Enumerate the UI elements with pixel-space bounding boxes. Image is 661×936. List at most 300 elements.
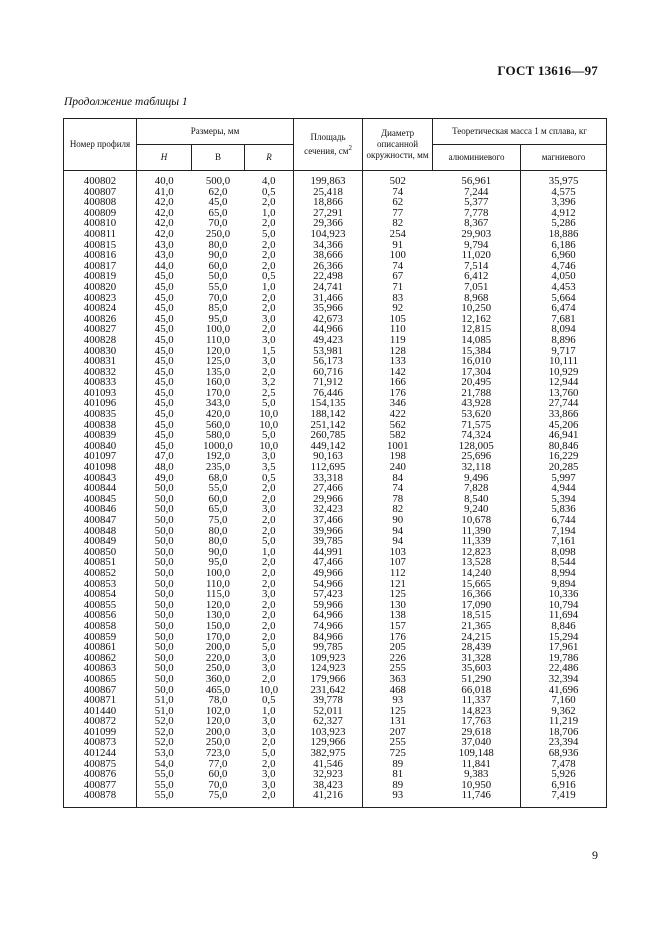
cell-h: 45,0 (137, 293, 192, 304)
cell-mass-magnesium: 35,975 (521, 171, 607, 187)
cell-diameter: 74 (363, 187, 433, 198)
cell-h: 50,0 (137, 494, 192, 505)
cell-area: 37,466 (294, 515, 363, 526)
cell-b: 75,0 (208, 514, 228, 526)
cell-h: 50,0 (137, 589, 192, 600)
cell-b: 50,0 (208, 270, 228, 283)
cell-profile-no: 400850 (64, 547, 137, 558)
cell-diameter: 363 (363, 674, 433, 685)
cell-r: 0,5 (245, 695, 294, 706)
cell-mass-magnesium: 19,786 (521, 653, 607, 664)
cell-b: 125,0 (205, 355, 231, 368)
cell-profile-no: 400840 (64, 441, 137, 452)
cell-diameter: 346 (363, 398, 433, 409)
cell-mass-aluminium: 5,377 (433, 197, 521, 208)
cell-profile-no: 400873 (64, 737, 137, 748)
cell-h: 50,0 (137, 483, 192, 494)
cell-diameter: 128 (363, 346, 433, 357)
cell-mass-aluminium: 35,603 (433, 663, 521, 674)
cell-diameter: 107 (363, 557, 433, 568)
cell-area: 38,423 (294, 780, 363, 791)
table-row (64, 515, 607, 526)
cell-mass-magnesium: 6,474 (521, 303, 607, 314)
cell-h: 45,0 (137, 441, 192, 452)
cell-mass-aluminium: 53,620 (433, 409, 521, 420)
cell-h: 54,0 (137, 759, 192, 770)
cell-h: 50,0 (137, 610, 192, 621)
cell-diameter: 92 (363, 303, 433, 314)
cell-h: 40,0 (137, 171, 192, 187)
cell-b: 220,0 (205, 651, 231, 664)
cell-b: 100,0 (205, 323, 231, 336)
cell-b: 115,0 (206, 588, 230, 601)
cell-mass-magnesium: 8,896 (521, 335, 607, 346)
cell-r: 2,0 (245, 250, 294, 261)
cell-diameter: 89 (363, 759, 433, 770)
cell-area: 44,991 (294, 547, 363, 558)
cell-area: 32,423 (294, 504, 363, 515)
cell-profile-no: 400871 (64, 695, 137, 706)
cell-mass-magnesium: 8,544 (521, 557, 607, 568)
cell-mass-magnesium: 17,961 (521, 642, 607, 653)
cell-area: 32,923 (294, 769, 363, 780)
cell-profile-no: 400833 (64, 377, 137, 388)
cell-h: 45,0 (137, 303, 192, 314)
cell-mass-magnesium: 7,478 (521, 759, 607, 770)
cell-b: 110,0 (206, 577, 230, 590)
table-row (64, 282, 607, 293)
cell-mass-aluminium: 17,304 (433, 367, 521, 378)
cell-h: 52,0 (137, 727, 192, 738)
cell-h: 42,0 (137, 208, 192, 219)
cell-area: 188,142 (294, 409, 363, 420)
cell-mass-magnesium: 11,219 (521, 716, 607, 727)
cell-profile-no: 401097 (64, 451, 137, 462)
cell-diameter: 112 (363, 568, 433, 579)
cell-profile-no: 400845 (64, 494, 137, 505)
profiles-table (63, 118, 607, 808)
cell-h: 45,0 (137, 430, 192, 441)
cell-mass-aluminium: 128,005 (433, 441, 521, 452)
cell-mass-aluminium: 7,828 (433, 483, 521, 494)
cell-b: 160,0 (205, 376, 231, 389)
col-header-b: B (192, 145, 245, 171)
cell-profile-no: 400876 (64, 769, 137, 780)
cell-area: 31,466 (294, 293, 363, 304)
cell-mass-magnesium: 10,111 (521, 356, 607, 367)
cell-b: 95,0 (208, 556, 228, 569)
cell-r: 1,0 (245, 208, 294, 219)
cell-profile-no: 400854 (64, 589, 137, 600)
cell-mass-aluminium: 7,244 (433, 187, 521, 198)
cell-profile-no: 401244 (64, 748, 137, 759)
cell-diameter: 94 (363, 526, 433, 537)
cell-b: 60,0 (208, 492, 228, 505)
cell-r: 2,0 (245, 621, 294, 632)
cell-r: 3,0 (245, 589, 294, 600)
cell-mass-magnesium: 8,094 (521, 324, 607, 335)
cell-mass-aluminium: 20,495 (433, 377, 521, 388)
cell-h: 55,0 (137, 780, 192, 791)
cell-b: 343,0 (205, 397, 231, 410)
cell-h: 49,0 (137, 473, 192, 484)
cell-profile-no: 400817 (64, 261, 137, 272)
cell-h: 45,0 (137, 324, 192, 335)
cell-mass-aluminium: 43,928 (433, 398, 521, 409)
cell-area: 99,785 (294, 642, 363, 653)
cell-diameter: 582 (363, 430, 433, 441)
cell-r: 3,0 (245, 314, 294, 325)
cell-area: 449,142 (294, 441, 363, 452)
cell-diameter: 82 (363, 504, 433, 515)
cell-diameter: 93 (363, 695, 433, 706)
cell-h: 45,0 (137, 388, 192, 399)
cell-r: 3,0 (245, 653, 294, 664)
cell-area: 382,975 (294, 748, 363, 759)
cell-r: 3,0 (245, 451, 294, 462)
cell-diameter: 142 (363, 367, 433, 378)
cell-diameter: 133 (363, 356, 433, 367)
cell-r: 2,0 (245, 632, 294, 643)
cell-r: 3,0 (245, 727, 294, 738)
cell-b: 723,0 (205, 747, 231, 760)
cell-profile-no: 400809 (64, 208, 137, 219)
cell-mass-magnesium: 6,744 (521, 515, 607, 526)
cell-mass-aluminium: 16,010 (433, 356, 521, 367)
cell-mass-aluminium: 29,903 (433, 229, 521, 240)
cell-r: 3,5 (245, 462, 294, 473)
cell-h: 45,0 (137, 409, 192, 420)
cell-b: 110,0 (206, 333, 230, 346)
cell-r: 2,0 (245, 600, 294, 611)
cell-r: 2,0 (245, 261, 294, 272)
cell-diameter: 67 (363, 271, 433, 282)
cell-diameter: 81 (363, 769, 433, 780)
cell-mass-magnesium: 18,886 (521, 229, 607, 240)
cell-mass-aluminium: 21,365 (433, 621, 521, 632)
cell-mass-aluminium: 17,090 (433, 600, 521, 611)
cell-h: 50,0 (137, 515, 192, 526)
cell-diameter: 254 (363, 229, 433, 240)
cell-mass-aluminium: 24,215 (433, 632, 521, 643)
cell-profile-no: 400827 (64, 324, 137, 335)
cell-diameter: 103 (363, 547, 433, 558)
cell-h: 51,0 (137, 706, 192, 717)
cell-diameter: 100 (363, 250, 433, 261)
cell-b: 135,0 (205, 365, 231, 378)
cell-profile-no: 400852 (64, 568, 137, 579)
cell-profile-no: 401096 (64, 398, 137, 409)
cell-mass-magnesium: 10,336 (521, 589, 607, 600)
cell-diameter: 74 (363, 483, 433, 494)
cell-diameter: 119 (363, 335, 433, 346)
cell-profile-no: 400819 (64, 271, 137, 282)
cell-mass-magnesium: 4,944 (521, 483, 607, 494)
cell-mass-magnesium: 9,894 (521, 579, 607, 590)
cell-area: 29,366 (294, 218, 363, 229)
cell-mass-aluminium: 12,823 (433, 547, 521, 558)
cell-profile-no: 400863 (64, 663, 137, 674)
cell-diameter: 176 (363, 632, 433, 643)
cell-r: 3,0 (245, 335, 294, 346)
table-row (64, 790, 607, 807)
cell-mass-aluminium: 11,841 (433, 759, 521, 770)
cell-area: 25,418 (294, 187, 363, 198)
cell-b: 78,0 (208, 694, 228, 707)
cell-mass-aluminium: 9,383 (433, 769, 521, 780)
cell-b: 580,0 (205, 429, 231, 442)
cell-diameter: 121 (363, 579, 433, 590)
cell-h: 47,0 (137, 451, 192, 462)
cell-b: 80,0 (208, 524, 228, 537)
cell-h: 50,0 (137, 536, 192, 547)
cell-mass-magnesium: 9,717 (521, 346, 607, 357)
cell-h: 45,0 (137, 367, 192, 378)
cell-mass-magnesium: 4,575 (521, 187, 607, 198)
cell-profile-no: 400872 (64, 716, 137, 727)
cell-b: 200,0 (205, 725, 231, 738)
cell-area: 76,446 (294, 388, 363, 399)
cell-r: 1,0 (245, 547, 294, 558)
cell-diameter: 725 (363, 748, 433, 759)
cell-mass-aluminium: 14,240 (433, 568, 521, 579)
cell-mass-magnesium: 11,694 (521, 610, 607, 621)
cell-diameter: 130 (363, 600, 433, 611)
cell-diameter: 82 (363, 218, 433, 229)
cell-area: 59,966 (294, 600, 363, 611)
cell-r: 2,0 (245, 218, 294, 229)
cell-h: 55,0 (137, 769, 192, 780)
cell-mass-magnesium: 23,394 (521, 737, 607, 748)
cell-diameter: 89 (363, 780, 433, 791)
cell-b: 70,0 (208, 291, 228, 304)
cell-r: 1,0 (245, 282, 294, 293)
cell-r: 10,0 (245, 409, 294, 420)
cell-mass-magnesium: 8,994 (521, 568, 607, 579)
cell-diameter: 240 (363, 462, 433, 473)
cell-b: 60,0 (208, 259, 228, 272)
cell-b: 120,0 (205, 344, 231, 357)
cell-diameter: 91 (363, 240, 433, 251)
cell-b: 250,0 (205, 736, 231, 749)
cell-diameter: 562 (363, 420, 433, 431)
cell-b: 77,0 (208, 757, 228, 770)
cell-profile-no: 400877 (64, 780, 137, 791)
cell-b: 75,0 (192, 790, 245, 807)
cell-mass-magnesium: 80,846 (521, 441, 607, 452)
cell-mass-aluminium: 12,815 (433, 324, 521, 335)
cell-profile-no: 400838 (64, 420, 137, 431)
cell-b: 62,0 (208, 185, 228, 198)
cell-h: 52,0 (137, 716, 192, 727)
cell-mass-magnesium: 33,866 (521, 409, 607, 420)
cell-diameter: 198 (363, 451, 433, 462)
cell-diameter: 78 (363, 494, 433, 505)
cell-profile-no: 400839 (64, 430, 137, 441)
cell-profile-no: 400847 (64, 515, 137, 526)
cell-area: 38,666 (294, 250, 363, 261)
cell-profile-no: 400828 (64, 335, 137, 346)
cell-mass-magnesium: 5,286 (521, 218, 607, 229)
cell-diameter: 226 (363, 653, 433, 664)
cell-profile-no: 400823 (64, 293, 137, 304)
cell-mass-aluminium: 13,528 (433, 557, 521, 568)
cell-area: 34,366 (294, 240, 363, 251)
cell-mass-aluminium: 7,514 (433, 261, 521, 272)
cell-area: 39,778 (294, 695, 363, 706)
cell-b: 90,0 (208, 249, 228, 262)
cell-diameter: 157 (363, 621, 433, 632)
cell-profile-no: 400832 (64, 367, 137, 378)
cell-h: 50,0 (137, 653, 192, 664)
cell-mass-aluminium: 29,618 (433, 727, 521, 738)
cell-profile-no: 400859 (64, 632, 137, 643)
cell-r: 10,0 (245, 685, 294, 696)
cell-mass-aluminium: 9,240 (433, 504, 521, 515)
cell-r: 1,0 (245, 706, 294, 717)
cell-mass-aluminium: 15,384 (433, 346, 521, 357)
cell-area: 27,466 (294, 483, 363, 494)
cell-r: 3,0 (245, 716, 294, 727)
cell-mass-magnesium: 6,916 (521, 780, 607, 791)
cell-r: 5,0 (245, 398, 294, 409)
cell-diameter: 84 (363, 473, 433, 484)
cell-mass-magnesium: 5,394 (521, 494, 607, 505)
cell-area: 49,966 (294, 568, 363, 579)
cell-mass-magnesium: 3,396 (521, 197, 607, 208)
cell-mass-aluminium: 10,678 (433, 515, 521, 526)
cell-profile-no: 400867 (64, 685, 137, 696)
cell-mass-magnesium: 8,098 (521, 547, 607, 558)
cell-mass-magnesium: 32,394 (521, 674, 607, 685)
cell-h: 42,0 (137, 229, 192, 240)
cell-diameter: 105 (363, 314, 433, 325)
cell-diameter: 468 (363, 685, 433, 696)
cell-r: 5,0 (245, 642, 294, 653)
cell-r: 3,0 (245, 780, 294, 791)
cell-mass-magnesium: 6,186 (521, 240, 607, 251)
cell-b: 55,0 (208, 280, 228, 293)
cell-mass-aluminium: 6,412 (433, 271, 521, 282)
cell-b: 560,0 (205, 418, 231, 431)
cell-r: 2,5 (245, 388, 294, 399)
cell-b: 85,0 (208, 302, 228, 315)
cell-mass-aluminium: 16,366 (433, 589, 521, 600)
cell-profile-no: 400844 (64, 483, 137, 494)
cell-area: 154,135 (294, 398, 363, 409)
cell-area: 29,966 (294, 494, 363, 505)
cell-area: 71,912 (294, 377, 363, 388)
cell-r: 2,0 (245, 557, 294, 568)
cell-b: 235,0 (205, 461, 231, 474)
cell-area: 39,966 (294, 526, 363, 537)
col-header-diameter: Диаметр описанной окружности, мм (363, 119, 433, 171)
cell-r: 2,0 (245, 790, 294, 807)
area-label: Площадь сечения, см (304, 132, 349, 156)
cell-r: 2,0 (245, 579, 294, 590)
table-row (64, 335, 607, 346)
cell-r: 2,0 (245, 367, 294, 378)
table-body (64, 171, 607, 808)
cell-profile-no: 400851 (64, 557, 137, 568)
cell-b: 120,0 (205, 598, 231, 611)
cell-b: 250,0 (205, 227, 231, 240)
cell-mass-magnesium: 20,285 (521, 462, 607, 473)
cell-profile-no: 400849 (64, 536, 137, 547)
cell-h: 42,0 (137, 197, 192, 208)
cell-area: 129,966 (294, 737, 363, 748)
cell-mass-aluminium: 17,763 (433, 716, 521, 727)
cell-b: 70,0 (208, 217, 228, 230)
cell-area: 251,142 (294, 420, 363, 431)
cell-profile-no: 400824 (64, 303, 137, 314)
cell-h: 50,0 (137, 526, 192, 537)
cell-h: 43,0 (137, 240, 192, 251)
cell-h: 50,0 (137, 568, 192, 579)
cell-b: 465,0 (205, 683, 231, 696)
cell-b: 60,0 (208, 768, 228, 781)
cell-r: 3,2 (245, 377, 294, 388)
cell-mass-aluminium: 31,328 (433, 653, 521, 664)
cell-diameter: 422 (363, 409, 433, 420)
cell-mass-aluminium: 37,040 (433, 737, 521, 748)
cell-mass-magnesium: 8,846 (521, 621, 607, 632)
cell-area: 112,695 (294, 462, 363, 473)
cell-r: 0,5 (245, 187, 294, 198)
cell-mass-aluminium: 21,788 (433, 388, 521, 399)
cell-diameter: 205 (363, 642, 433, 653)
cell-mass-magnesium: 12,944 (521, 377, 607, 388)
cell-mass-aluminium: 14,085 (433, 335, 521, 346)
cell-profile-no: 400835 (64, 409, 137, 420)
cell-mass-magnesium: 4,746 (521, 261, 607, 272)
cell-r: 2,0 (245, 240, 294, 251)
cell-profile-no: 400830 (64, 346, 137, 357)
cell-area: 27,291 (294, 208, 363, 219)
cell-area: 109,923 (294, 653, 363, 664)
cell-mass-magnesium: 10,794 (521, 600, 607, 611)
cell-area: 35,966 (294, 303, 363, 314)
standard-header: ГОСТ 13616—97 (497, 63, 598, 78)
cell-mass-aluminium: 25,696 (433, 451, 521, 462)
cell-b: 500,0 (205, 175, 231, 187)
cell-mass-aluminium: 18,515 (433, 610, 521, 621)
cell-mass-aluminium: 11,020 (433, 250, 521, 261)
cell-b: 150,0 (205, 619, 231, 632)
cell-h: 50,0 (137, 663, 192, 674)
cell-area: 199,863 (294, 171, 363, 187)
cell-h: 44,0 (137, 261, 192, 272)
cell-area: 22,498 (294, 271, 363, 282)
cell-r: 10,0 (245, 441, 294, 452)
cell-r: 2,0 (245, 197, 294, 208)
cell-profile-no: 401098 (64, 462, 137, 473)
cell-area: 124,923 (294, 663, 363, 674)
cell-mass-magnesium: 15,294 (521, 632, 607, 643)
cell-h: 45,0 (137, 346, 192, 357)
cell-area: 18,866 (294, 197, 363, 208)
cell-profile-no: 401099 (64, 727, 137, 738)
cell-b: 200,0 (205, 641, 231, 654)
cell-mass-aluminium: 10,250 (433, 303, 521, 314)
table-row (64, 568, 607, 579)
cell-mass-aluminium: 11,390 (433, 526, 521, 537)
cell-mass-aluminium: 10,950 (433, 780, 521, 791)
col-header-h: H (137, 145, 192, 171)
cell-mass-aluminium: 11,339 (433, 536, 521, 547)
cell-diameter: 255 (363, 663, 433, 674)
cell-diameter: 138 (363, 610, 433, 621)
